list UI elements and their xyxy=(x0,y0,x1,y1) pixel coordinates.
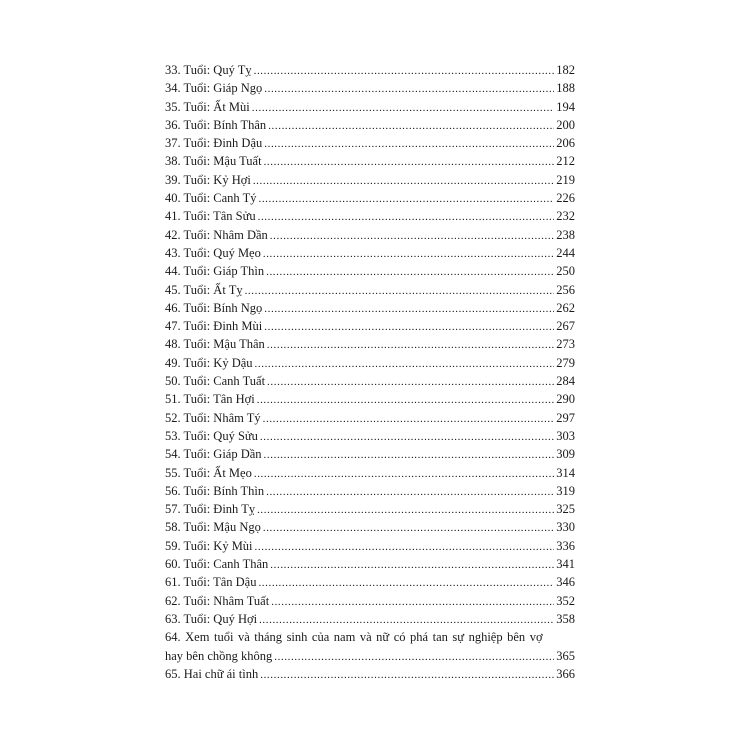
toc-entry xyxy=(165,317,575,335)
toc-dot-leader xyxy=(274,648,554,666)
toc-entry-title: 38. Tuổi: Mậu Tuất xyxy=(165,154,262,169)
toc-dot-leader xyxy=(263,519,554,537)
toc-entry xyxy=(165,134,575,152)
toc-page-number: 290 xyxy=(556,392,575,407)
toc-page-number: 284 xyxy=(556,374,575,389)
toc-entry xyxy=(165,500,575,518)
toc-entry xyxy=(165,189,575,207)
toc-entry xyxy=(165,281,575,299)
toc-dot-leader xyxy=(260,428,554,446)
toc-entry xyxy=(165,152,575,170)
toc-page-number: 273 xyxy=(556,337,575,352)
toc-page-number: 309 xyxy=(556,447,575,462)
toc-dot-leader xyxy=(254,62,555,80)
toc-page-number: 238 xyxy=(556,227,575,242)
toc-page-number: 297 xyxy=(556,410,575,425)
toc-entry-65 xyxy=(165,665,575,683)
toc-entry-title: 53. Tuổi: Quý Sửu xyxy=(165,428,258,443)
toc-entry-title: 33. Tuổi: Quý Tỵ xyxy=(165,63,252,77)
toc-entry xyxy=(165,61,575,79)
toc-entry xyxy=(165,537,575,555)
toc-entry-title: 60. Tuổi: Canh Thân xyxy=(165,557,269,572)
toc-entry-title: 41. Tuổi: Tân Sửu xyxy=(165,209,256,224)
toc-page-number: 341 xyxy=(556,557,575,572)
toc-page-number: 336 xyxy=(556,538,575,553)
toc-page-number: 346 xyxy=(556,575,575,590)
toc-list xyxy=(165,61,575,628)
toc-dot-leader xyxy=(264,80,554,98)
toc-entry xyxy=(165,116,575,134)
toc-entry-title: 61. Tuổi: Tân Dậu xyxy=(165,575,257,590)
toc-dot-leader xyxy=(257,391,555,409)
toc-entry-title: 44. Tuổi: Giáp Thìn xyxy=(165,264,265,279)
toc-dot-leader xyxy=(254,465,554,483)
toc-entry-title: 47. Tuổi: Đinh Mùi xyxy=(165,319,263,334)
toc-entry-title: 49. Tuổi: Kỷ Dậu xyxy=(165,355,253,370)
toc-entry xyxy=(165,464,575,482)
toc-entry xyxy=(165,79,575,97)
toc-page-number: 182 xyxy=(556,63,575,77)
toc-entry-title: 42. Tuổi: Nhâm Dần xyxy=(165,227,268,242)
toc-dot-leader xyxy=(260,666,554,684)
toc-entry xyxy=(165,409,575,427)
toc-entry xyxy=(165,390,575,408)
toc-page-number: 194 xyxy=(556,99,575,114)
toc-entry xyxy=(165,372,575,390)
toc-entry xyxy=(165,335,575,353)
toc-dot-leader xyxy=(253,172,554,190)
toc-entry-title: 63. Tuổi: Quý Hợi xyxy=(165,611,258,626)
toc-page-number: 358 xyxy=(556,611,575,626)
toc-entry xyxy=(165,262,575,280)
toc-dot-leader xyxy=(255,538,555,556)
toc-dot-leader xyxy=(264,300,554,318)
toc-entry xyxy=(165,518,575,536)
toc-dot-leader xyxy=(258,190,554,208)
toc-entry-title: 55. Tuổi: Ất Mẹo xyxy=(165,465,252,480)
toc-dot-leader xyxy=(268,117,554,135)
toc-entry xyxy=(165,427,575,445)
toc-entry-title: 40. Tuổi: Canh Tý xyxy=(165,191,257,206)
toc-entry xyxy=(165,354,575,372)
toc-page-number: 319 xyxy=(556,483,575,498)
toc-dot-leader xyxy=(255,355,555,373)
toc-page-number: 200 xyxy=(556,117,575,132)
toc-page-number: 314 xyxy=(556,465,575,480)
toc-dot-leader xyxy=(258,208,555,226)
toc-entry xyxy=(165,592,575,610)
toc-page-number: 330 xyxy=(556,520,575,535)
toc-page-number: 206 xyxy=(556,136,575,151)
toc-dot-leader xyxy=(258,574,554,592)
toc-entry-title: 50. Tuổi: Canh Tuất xyxy=(165,374,266,389)
toc-entry-title: 59. Tuổi: Kỷ Mùi xyxy=(165,538,253,553)
toc-entry xyxy=(165,482,575,500)
toc-page-number: 267 xyxy=(556,319,575,334)
toc-entry-title: 62. Tuổi: Nhâm Tuất xyxy=(165,593,270,608)
toc-entry-title: 46. Tuổi: Bính Ngọ xyxy=(165,300,263,315)
toc-entry xyxy=(165,244,575,262)
toc-entry-64-line2 xyxy=(165,647,575,665)
toc-page-number: 262 xyxy=(556,300,575,315)
toc-page-number: 366 xyxy=(556,666,575,681)
toc-dot-leader xyxy=(245,282,555,300)
toc-entry-title: 56. Tuổi: Bính Thìn xyxy=(165,483,265,498)
toc-entry xyxy=(165,226,575,244)
toc-page-number: 188 xyxy=(556,81,575,96)
toc-dot-leader xyxy=(271,593,554,611)
toc-entry-title: 43. Tuổi: Quý Mẹo xyxy=(165,245,261,260)
toc-dot-leader xyxy=(264,153,555,171)
toc-dot-leader xyxy=(257,501,554,519)
toc-page-number: 325 xyxy=(556,502,575,517)
toc-page-number: 232 xyxy=(556,209,575,224)
toc-page-number: 303 xyxy=(556,428,575,443)
toc-dot-leader xyxy=(264,318,554,336)
toc-dot-leader xyxy=(263,245,554,263)
toc-entry xyxy=(165,171,575,189)
toc-page-number: 219 xyxy=(556,172,575,187)
toc-entry-64 xyxy=(165,628,575,665)
toc-entry-title: 52. Tuổi: Nhâm Tý xyxy=(165,410,261,425)
toc-page-number: 256 xyxy=(556,282,575,297)
toc-dot-leader xyxy=(266,263,554,281)
toc-entry-title: 51. Tuổi: Tân Hợi xyxy=(165,392,255,407)
toc-entry-title: 35. Tuổi: Ất Mùi xyxy=(165,99,250,114)
toc-dot-leader xyxy=(270,227,554,245)
toc-page-number: 250 xyxy=(556,264,575,279)
toc-page-number: 212 xyxy=(556,154,575,169)
toc-dot-leader xyxy=(263,410,555,428)
toc-entry xyxy=(165,610,575,628)
toc-dot-leader xyxy=(267,373,554,391)
toc-dot-leader xyxy=(264,446,555,464)
toc-dot-leader xyxy=(267,336,554,354)
toc-entry xyxy=(165,573,575,591)
toc-entry xyxy=(165,207,575,225)
toc-entry-title: 39. Tuổi: Kỷ Hợi xyxy=(165,172,251,187)
toc-page-number: 365 xyxy=(556,648,575,663)
table-of-contents xyxy=(165,61,575,683)
toc-page-number: 352 xyxy=(556,593,575,608)
toc-entry-title: 57. Tuổi: Đinh Tỵ xyxy=(165,502,256,517)
toc-entry-title: 45. Tuổi: Ất Tỵ xyxy=(165,282,243,297)
toc-entry-title: 65. Hai chữ ái tình xyxy=(165,666,259,681)
toc-page-number: 244 xyxy=(556,245,575,260)
toc-dot-leader xyxy=(259,611,554,629)
toc-dot-leader xyxy=(252,99,554,117)
toc-entry-title: 37. Tuổi: Đinh Dậu xyxy=(165,136,263,151)
toc-entry-title: 58. Tuổi: Mậu Ngọ xyxy=(165,520,261,535)
toc-dot-leader xyxy=(270,556,554,574)
toc-entry xyxy=(165,98,575,116)
toc-entry-title: 48. Tuổi: Mậu Thân xyxy=(165,337,265,352)
toc-entry-title: hay bên chồng không xyxy=(165,648,273,663)
toc-entry xyxy=(165,555,575,573)
toc-entry-title: 34. Tuổi: Giáp Ngọ xyxy=(165,81,263,96)
toc-page-number: 279 xyxy=(556,355,575,370)
toc-entry-title: 54. Tuổi: Giáp Dần xyxy=(165,447,262,462)
toc-entry xyxy=(165,299,575,317)
toc-dot-leader xyxy=(266,483,554,501)
toc-page-number: 226 xyxy=(556,191,575,206)
toc-entry xyxy=(165,445,575,463)
toc-entry-64-line1: 64. Xem tuổi và tháng sinh của nam và nữ có phá tan sự nghiệp bên vợ xyxy=(165,630,543,645)
toc-entry-title: 36. Tuổi: Bính Thân xyxy=(165,117,267,132)
toc-dot-leader xyxy=(264,135,554,153)
